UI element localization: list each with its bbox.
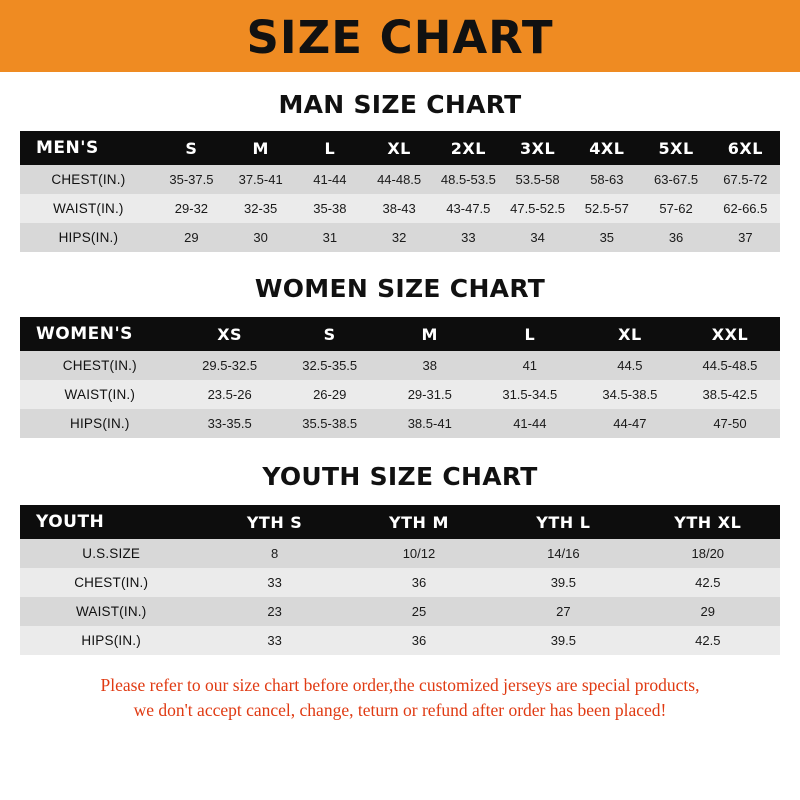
- table-row: [20, 351, 780, 380]
- cell: 58-63: [590, 172, 624, 187]
- cell: 47.5-52.5: [510, 201, 566, 216]
- cell: 23.5-26: [207, 387, 252, 402]
- cell: 32: [391, 230, 407, 245]
- col-header-yth-s: YTH S: [246, 512, 303, 532]
- cell: 57-62: [659, 201, 693, 216]
- cell: 29: [700, 604, 716, 619]
- cell: 35: [599, 230, 615, 245]
- page-title: SIZE CHART: [246, 10, 554, 64]
- row-label-hips: HIPS(IN.): [81, 633, 141, 648]
- cell: 63-67.5: [654, 172, 699, 187]
- women-section-title: WOMEN SIZE CHART: [254, 274, 546, 303]
- cell: 36: [411, 575, 427, 590]
- cell: 44-48.5: [377, 172, 422, 187]
- table-header-row: [20, 505, 780, 539]
- cell: 41-44: [313, 172, 347, 187]
- cell: 44.5-48.5: [702, 358, 758, 373]
- row-label-chest: CHEST(IN.): [62, 358, 137, 373]
- cell: 44.5: [617, 358, 643, 373]
- cell: 38-43: [382, 201, 416, 216]
- row-label-chest: CHEST(IN.): [51, 172, 126, 187]
- cell: 53.5-58: [515, 172, 560, 187]
- cell: 27: [556, 604, 571, 619]
- women-size-table: [20, 317, 780, 438]
- youth-size-table: [20, 505, 780, 655]
- cell: 32-35: [244, 201, 278, 216]
- col-header-5xl: 5XL: [658, 138, 694, 158]
- col-header-yth-xl: YTH XL: [674, 512, 742, 532]
- cell: 36: [668, 230, 684, 245]
- cell: 25: [411, 604, 427, 619]
- row-label-waist: WAIST(IN.): [75, 604, 147, 619]
- table-row: [20, 409, 780, 438]
- col-header-3xl: 3XL: [520, 138, 556, 158]
- footer-note: [20, 673, 780, 724]
- row-label-waist: WAIST(IN.): [53, 201, 124, 216]
- cell: 41: [522, 358, 538, 373]
- col-header-s: S: [185, 138, 198, 158]
- cell: 38.5-41: [407, 416, 452, 431]
- cell: 39.5: [550, 633, 577, 648]
- col-header-2xl: 2XL: [450, 138, 486, 158]
- footer-note-line-1: Please refer to our size chart before order,the customized jerseys are special products,: [100, 675, 700, 695]
- col-header-yth-m: YTH M: [389, 512, 449, 532]
- cell: 52.5-57: [584, 201, 629, 216]
- row-label-us-size: U.S.SIZE: [82, 546, 141, 561]
- col-header-yth-l: YTH L: [536, 512, 591, 532]
- table-row: [20, 194, 780, 223]
- cell: 32.5-35.5: [302, 358, 358, 373]
- cell: 47-50: [713, 416, 747, 431]
- cell: 35.5-38.5: [302, 416, 358, 431]
- table-row: [20, 568, 780, 597]
- col-header-4xl: 4XL: [589, 138, 625, 158]
- table-row: [20, 165, 780, 194]
- col-header-mens: MEN'S: [36, 138, 99, 158]
- table-header-row: [20, 317, 780, 351]
- cell: 41-44: [513, 416, 547, 431]
- cell: 37.5-41: [238, 172, 283, 187]
- row-label-hips: HIPS(IN.): [58, 230, 119, 245]
- men-size-table: [20, 131, 780, 252]
- cell: 31.5-34.5: [502, 387, 558, 402]
- col-header-6xl: 6XL: [727, 138, 763, 158]
- cell: 33: [461, 230, 476, 245]
- col-header-xs: XS: [217, 324, 243, 344]
- cell: 38: [422, 358, 437, 373]
- cell: 39.5: [550, 575, 577, 590]
- table-row: [20, 223, 780, 252]
- cell: 8: [270, 546, 279, 561]
- cell: 38.5-42.5: [702, 387, 758, 402]
- men-section-title: MAN SIZE CHART: [278, 90, 522, 119]
- cell: 34.5-38.5: [602, 387, 658, 402]
- col-header-m: M: [421, 324, 438, 344]
- cell: 37: [738, 230, 753, 245]
- cell: 44-47: [613, 416, 647, 431]
- cell: 35-38: [313, 201, 347, 216]
- cell: 30: [253, 230, 268, 245]
- cell: 33-35.5: [207, 416, 252, 431]
- cell: 14/16: [547, 546, 580, 561]
- cell: 29-32: [174, 201, 209, 216]
- col-header-l: L: [524, 324, 536, 344]
- col-header-xl: XL: [618, 324, 642, 344]
- table-row: [20, 597, 780, 626]
- row-label-hips: HIPS(IN.): [70, 416, 130, 431]
- table-row: [20, 539, 780, 568]
- cell: 10/12: [402, 546, 436, 561]
- cell: 29: [184, 230, 199, 245]
- cell: 67.5-72: [723, 172, 768, 187]
- cell: 18/20: [691, 546, 725, 561]
- header-banner: [0, 0, 800, 72]
- content-area: [0, 90, 800, 724]
- cell: 42.5: [695, 575, 721, 590]
- cell: 26-29: [313, 387, 347, 402]
- cell: 35-37.5: [169, 172, 214, 187]
- cell: 33: [267, 633, 282, 648]
- col-header-xl: XL: [387, 138, 411, 158]
- cell: 33: [267, 575, 282, 590]
- cell: 34: [530, 230, 545, 245]
- youth-section-title: YOUTH SIZE CHART: [262, 462, 538, 491]
- cell: 62-66.5: [723, 201, 768, 216]
- col-header-l: L: [324, 138, 336, 158]
- col-header-s: S: [323, 324, 336, 344]
- cell: 42.5: [695, 633, 721, 648]
- cell: 29-31.5: [407, 387, 452, 402]
- cell: 29.5-32.5: [202, 358, 258, 373]
- row-label-waist: WAIST(IN.): [64, 387, 136, 402]
- row-label-chest: CHEST(IN.): [74, 575, 149, 590]
- cell: 31: [322, 230, 338, 245]
- cell: 36: [411, 633, 427, 648]
- col-header-m: M: [252, 138, 269, 158]
- table-row: [20, 380, 780, 409]
- cell: 48.5-53.5: [440, 172, 496, 187]
- col-header-youth: YOUTH: [36, 512, 105, 532]
- cell: 43-47.5: [446, 201, 491, 216]
- footer-note-line-2: we don't accept cancel, change, teturn or refund after order has been placed!: [133, 700, 667, 721]
- col-header-womens: WOMEN'S: [36, 324, 133, 344]
- cell: 23: [267, 604, 282, 619]
- table-header-row: [20, 131, 780, 165]
- table-row: [20, 626, 780, 655]
- col-header-xxl: XXL: [711, 324, 749, 344]
